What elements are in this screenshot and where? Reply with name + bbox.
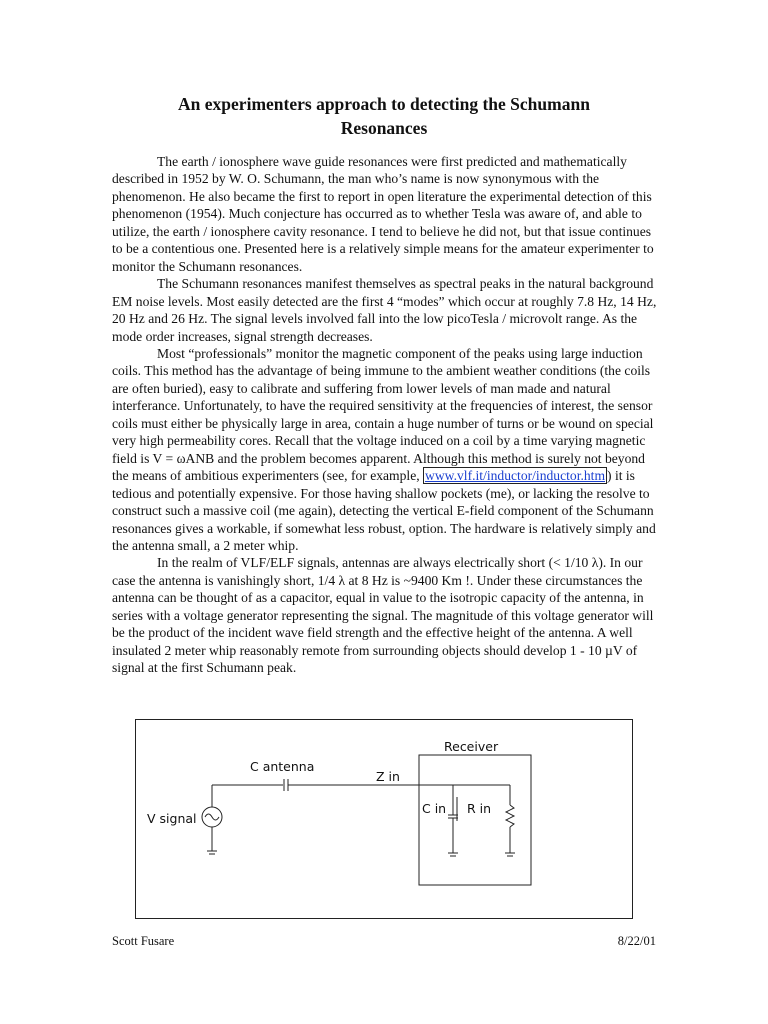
diagram-border — [136, 720, 633, 919]
paragraph-4: In the realm of VLF/ELF signals, antennas are always electrically short (< 1/10 λ). In our case the antenna is vanishingly short, 1/4 λ at 8 Hz is ~9400 Km !. Under these circumstances the antenna can be thought of as a capacitor, equal in value to the isotropic capacity of the antenna, in series with a voltage generator representing the signal. The magnitude of this voltage generator will be the product of the incident wave field strength and the effective height of the antenna. A well insulated 2 meter whip reasonably remote from surrounding objects should develop 1 - 10 µV of signal at the first Schumann peak. — [112, 555, 654, 676]
c-in-label: C in — [422, 801, 447, 816]
title-line-1: An experimenters approach to detecting the Schumann — [178, 94, 590, 114]
circuit-diagram-svg — [135, 719, 633, 919]
paragraph-3-text-after-link: ) it is tedious and potentially expensive. For those having shallow pockets (me), or lacking the resolve to construct such a massive coil (me again), detecting the vertical E-field component of the Schumann resonances gives a workable, if somewhat less robust, option. The hardware is relatively simply and the antenna small, a 2 meter whip. — [112, 468, 656, 553]
footer-date: 8/22/01 — [617, 934, 656, 948]
document-title — [112, 92, 656, 140]
footer-author: Scott Fusare — [112, 934, 175, 948]
receiver-box — [419, 755, 531, 885]
paragraph-3 — [112, 345, 658, 554]
z-in-label: Z in — [376, 769, 400, 784]
paragraph-2: The Schumann resonances manifest themselves as spectral peaks in the natural background EM noise levels. Most easily detected are the first 4 “modes” which occur at roughly 7.8 Hz, 14 Hz, 20 Hz and 26 Hz. The signal levels involved fall into the low picoTesla / microvolt range. As the mode order increases, signal strength decreases. — [112, 276, 657, 344]
document-body — [112, 153, 658, 677]
r-in-label: R in — [467, 801, 492, 816]
v-signal-label: V signal — [147, 811, 197, 826]
title-line-2: Resonances — [340, 118, 428, 138]
c-antenna-label: C antenna — [250, 759, 315, 774]
receiver-label: Receiver — [444, 739, 499, 754]
resistor-icon — [506, 805, 514, 827]
paragraph-3-text-before-link: Most “professionals” monitor the magnetic component of the peaks using large induction coils. This method has the advantage of being immune to the ambient weather conditions (the coils are often buried), easy to calibrate and suffering from lower levels of man made and natural interferance. Unfortunately, to have the required sensitivity at the frequencies of interest, the sensor coils must either be physically large in area, contain a huge number of turns or be wound on special very high permeability cores. Recall that the voltage induced on a coil by a time varying magnetic field is V = ωANB and the problem becomes apparent. Although this method is surely not beyond the means of ambitious experimenters (see, for example, — [112, 345, 654, 484]
inductor-link[interactable]: www.vlf.it/inductor/inductor.htm — [425, 468, 606, 484]
circuit-diagram — [135, 719, 633, 919]
paragraph-1: The earth / ionosphere wave guide resonances were first predicted and mathematically described in 1952 by W. O. Schumann, the man who’s name is now synonymous with the phenomenon. He also became the first to report in open literature the experimental detection of this phenomenon (1954). Much conjecture has occurred as to whether Tesla was aware of, and able to utilize, the earth / ionosphere cavity resonance. I tend to believe he did not, but that issue continues to be a contentious one. Presented here is a relatively simple means for the amateur experimenter to monitor the Schumann resonances. — [112, 154, 654, 274]
sine-wave-icon — [205, 814, 219, 820]
